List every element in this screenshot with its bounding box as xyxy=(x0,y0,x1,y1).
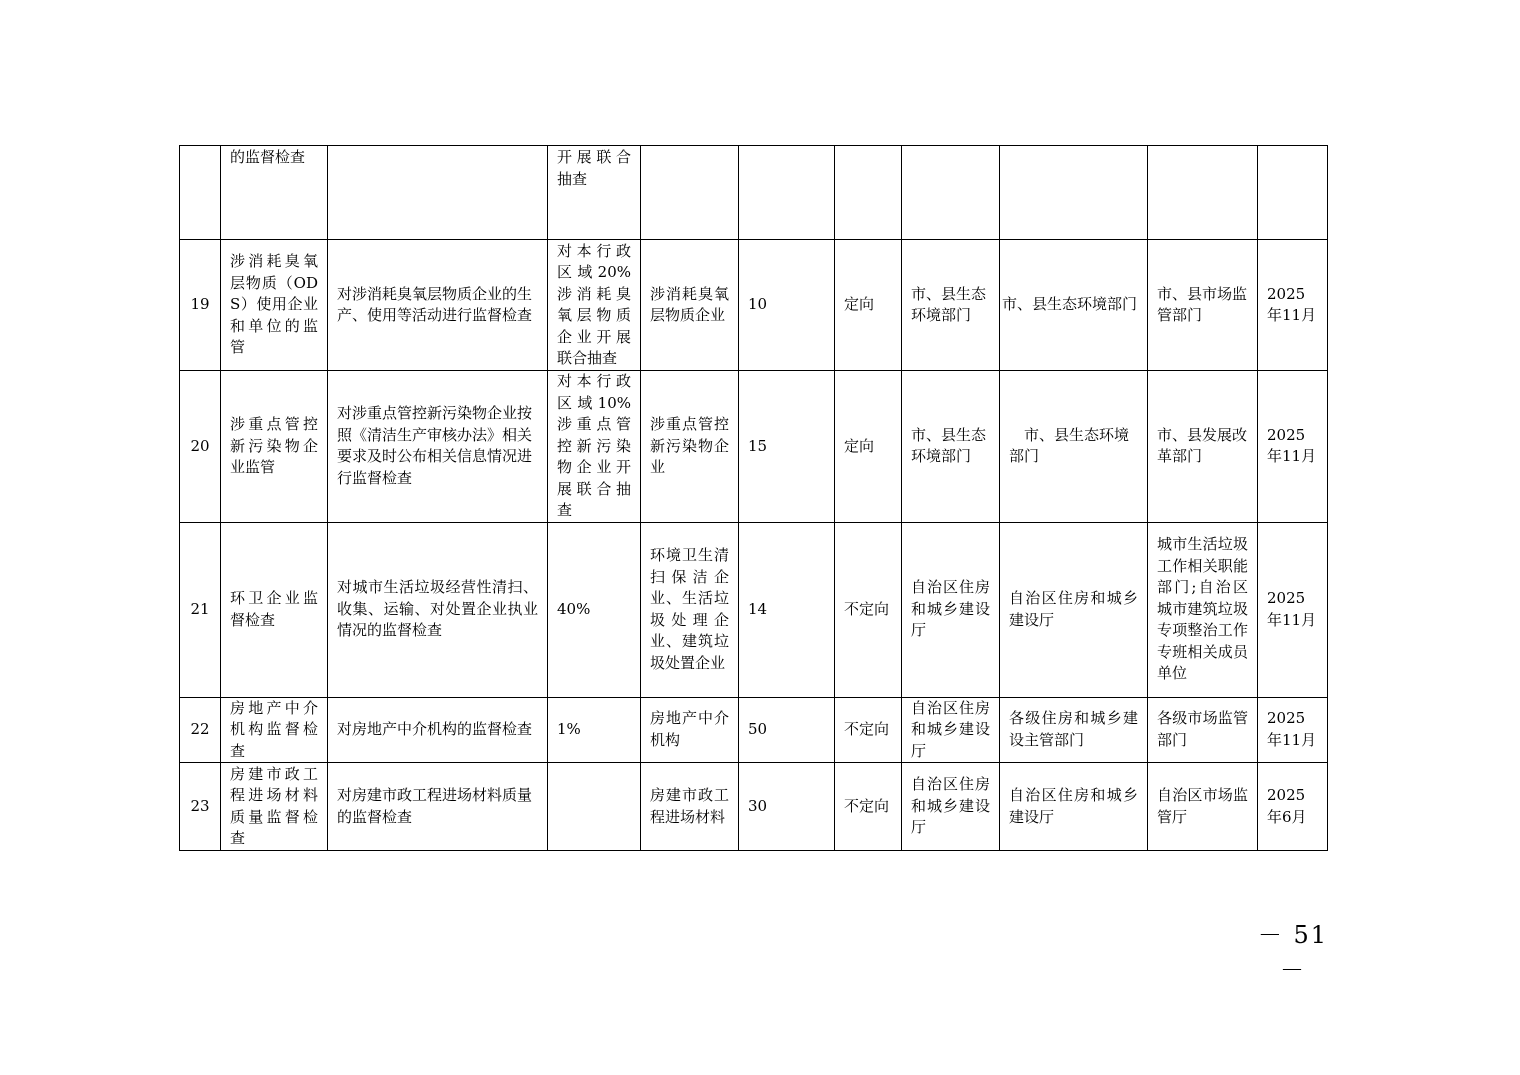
inspection-content: 对涉消耗臭氧层物质企业的生产、使用等活动进行监督检查 xyxy=(328,240,548,371)
inspection-type: 不定向 xyxy=(835,697,902,763)
object-count: 50 xyxy=(739,697,835,763)
row-number: 21 xyxy=(180,522,221,697)
row-number xyxy=(180,146,221,240)
row-number: 20 xyxy=(180,371,221,523)
page-number: － 51 － xyxy=(1257,921,1329,984)
sampling-ratio: 对本行政区域20%涉消耗臭氧层物质企业开展联合抽查 xyxy=(548,240,641,371)
participating-department: 市、县生态环境部门 xyxy=(1000,240,1148,371)
inspection-type: 定向 xyxy=(835,240,902,371)
inspection-content: 对房建市政工程进场材料质量的监督检查 xyxy=(328,763,548,851)
initiating-department: 自治区住房和城乡建设厅 xyxy=(902,697,1000,763)
inspection-type: 不定向 xyxy=(835,763,902,851)
table-row xyxy=(180,697,1328,763)
sampling-ratio: 对本行政区域10%涉重点管控新污染物企业开展联合抽查 xyxy=(548,371,641,523)
inspection-item: 房建市政工程进场材料质量监督检查 xyxy=(221,763,328,851)
joint-department: 市、县发展改革部门 xyxy=(1148,371,1258,523)
inspection-content: 对涉重点管控新污染物企业按照《清洁生产审核办法》相关要求及时公布相关信息情况进行监督检查 xyxy=(328,371,548,523)
joint-department: 市、县市场监管部门 xyxy=(1148,240,1258,371)
inspection-content: 对城市生活垃圾经营性清扫、收集、运输、对处置企业执业情况的监督检查 xyxy=(328,522,548,697)
inspection-item: 涉消耗臭氧层物质（ODS）使用企业和单位的监管 xyxy=(221,240,328,371)
row-number: 23 xyxy=(180,763,221,851)
joint-department: 各级市场监管部门 xyxy=(1148,697,1258,763)
table-row xyxy=(180,522,1328,697)
inspection-object: 涉消耗臭氧层物质企业 xyxy=(641,240,739,371)
participating-department xyxy=(1000,146,1148,240)
initiating-department: 自治区住房和城乡建设厅 xyxy=(902,763,1000,851)
initiating-department: 自治区住房和城乡建设厅 xyxy=(902,522,1000,697)
inspection-type xyxy=(835,146,902,240)
sampling-ratio: 开展联合抽查 xyxy=(548,146,641,240)
inspection-time: 2025年11月 xyxy=(1258,522,1328,697)
joint-department xyxy=(1148,146,1258,240)
object-count: 30 xyxy=(739,763,835,851)
initiating-department xyxy=(902,146,1000,240)
inspection-object: 环境卫生清扫保洁企业、生活垃圾处理企业、建筑垃圾处置企业 xyxy=(641,522,739,697)
joint-department: 自治区市场监管厅 xyxy=(1148,763,1258,851)
inspection-type: 定向 xyxy=(835,371,902,523)
object-count: 14 xyxy=(739,522,835,697)
inspection-plan-table xyxy=(179,145,1328,851)
inspection-content xyxy=(328,146,548,240)
inspection-item: 涉重点管控新污染物企业监管 xyxy=(221,371,328,523)
inspection-item: 的监督检查 xyxy=(221,146,328,240)
sampling-ratio: 40% xyxy=(548,522,641,697)
row-number: 19 xyxy=(180,240,221,371)
sampling-ratio xyxy=(548,763,641,851)
object-count: 15 xyxy=(739,371,835,523)
sampling-ratio: 1% xyxy=(548,697,641,763)
inspection-time: 2025年11月 xyxy=(1258,240,1328,371)
inspection-object xyxy=(641,146,739,240)
participating-department: 自治区住房和城乡建设厅 xyxy=(1000,522,1148,697)
inspection-object: 涉重点管控新污染物企业 xyxy=(641,371,739,523)
participating-department: 市、县生态环境部门 xyxy=(1000,371,1148,523)
table-row xyxy=(180,371,1328,523)
inspection-time: 2025年11月 xyxy=(1258,697,1328,763)
inspection-item: 环卫企业监督检查 xyxy=(221,522,328,697)
joint-department: 城市生活垃圾工作相关职能部门;自治区城市建筑垃圾专项整治工作专班相关成员单位 xyxy=(1148,522,1258,697)
inspection-object: 房建市政工程进场材料 xyxy=(641,763,739,851)
participating-department: 各级住房和城乡建设主管部门 xyxy=(1000,697,1148,763)
row-number: 22 xyxy=(180,697,221,763)
inspection-object: 房地产中介机构 xyxy=(641,697,739,763)
object-count xyxy=(739,146,835,240)
participating-department: 自治区住房和城乡建设厅 xyxy=(1000,763,1148,851)
inspection-type: 不定向 xyxy=(835,522,902,697)
object-count: 10 xyxy=(739,240,835,371)
inspection-content: 对房地产中介机构的监督检查 xyxy=(328,697,548,763)
table-row xyxy=(180,763,1328,851)
table-row xyxy=(180,146,1328,240)
inspection-time: 2025年6月 xyxy=(1258,763,1328,851)
initiating-department: 市、县生态环境部门 xyxy=(902,240,1000,371)
initiating-department: 市、县生态环境部门 xyxy=(902,371,1000,523)
table-row xyxy=(180,240,1328,371)
inspection-time xyxy=(1258,146,1328,240)
inspection-item: 房地产中介机构监督检查 xyxy=(221,697,328,763)
inspection-time: 2025年11月 xyxy=(1258,371,1328,523)
